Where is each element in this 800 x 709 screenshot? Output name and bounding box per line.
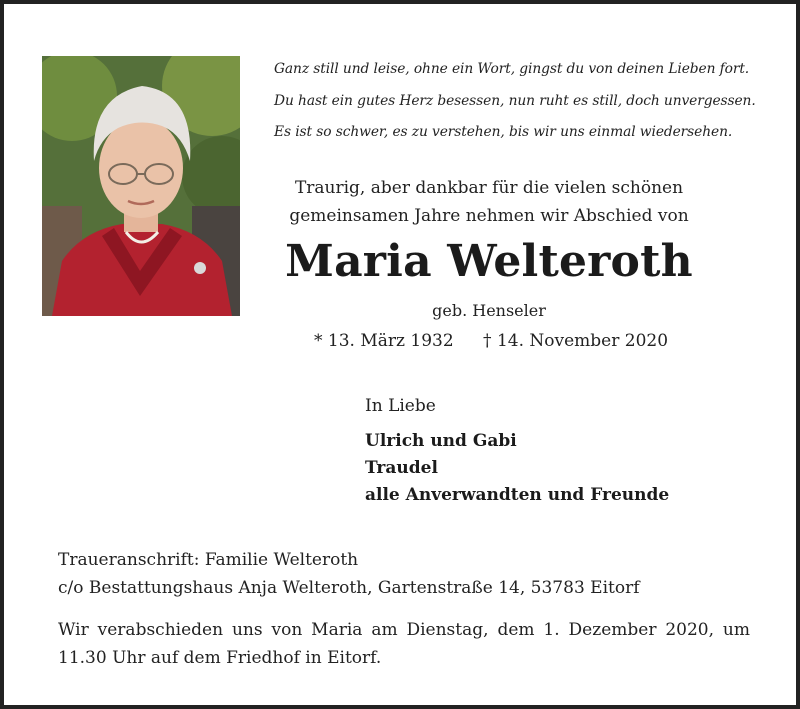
mourners-heading: In Liebe — [365, 396, 436, 416]
poem-line: Es ist so schwer, es zu verstehen, bis wir uns einmal wiedersehen. — [274, 124, 733, 140]
birth-date: * 13. März 1932 — [314, 331, 454, 351]
poem-line: Du hast ein gutes Herz besessen, nun ruht es still, doch unvergessen. — [274, 92, 756, 109]
mourners-list — [365, 428, 669, 509]
portrait-photo — [42, 56, 240, 316]
mourner-name: Traudel — [365, 458, 438, 478]
deceased-name: Maria Welteroth — [285, 236, 693, 287]
address-line: Traueranschrift: Familie Welteroth — [58, 550, 359, 570]
funeral-service-info: Wir verabschieden uns von Maria am Dienstag, dem 1. Dezember 2020, um 11.30 Uhr auf dem Friedhof in Eitorf. — [58, 620, 750, 668]
mourner-name: alle Anverwandten und Freunde — [365, 485, 670, 505]
mourning-address — [58, 546, 758, 602]
intro-line: Traurig, aber dankbar für die vielen schönen — [294, 178, 684, 198]
address-line: c/o Bestattungshaus Anja Welteroth, Gartenstraße 14, 53783 Eitorf — [58, 578, 640, 598]
mourner-name: Ulrich und Gabi — [365, 431, 517, 451]
life-dates — [314, 331, 694, 351]
death-date: † 14. November 2020 — [483, 331, 669, 351]
intro-text — [254, 174, 724, 230]
intro-line: gemeinsamen Jahre nehmen wir Abschied von — [289, 206, 689, 226]
poem — [274, 54, 784, 149]
maiden-name: geb. Henseler — [432, 301, 546, 320]
poem-line: Ganz still und leise, ohne ein Wort, gingst du von deinen Lieben fort. — [274, 61, 750, 77]
portrait-photo-icon — [42, 56, 240, 316]
